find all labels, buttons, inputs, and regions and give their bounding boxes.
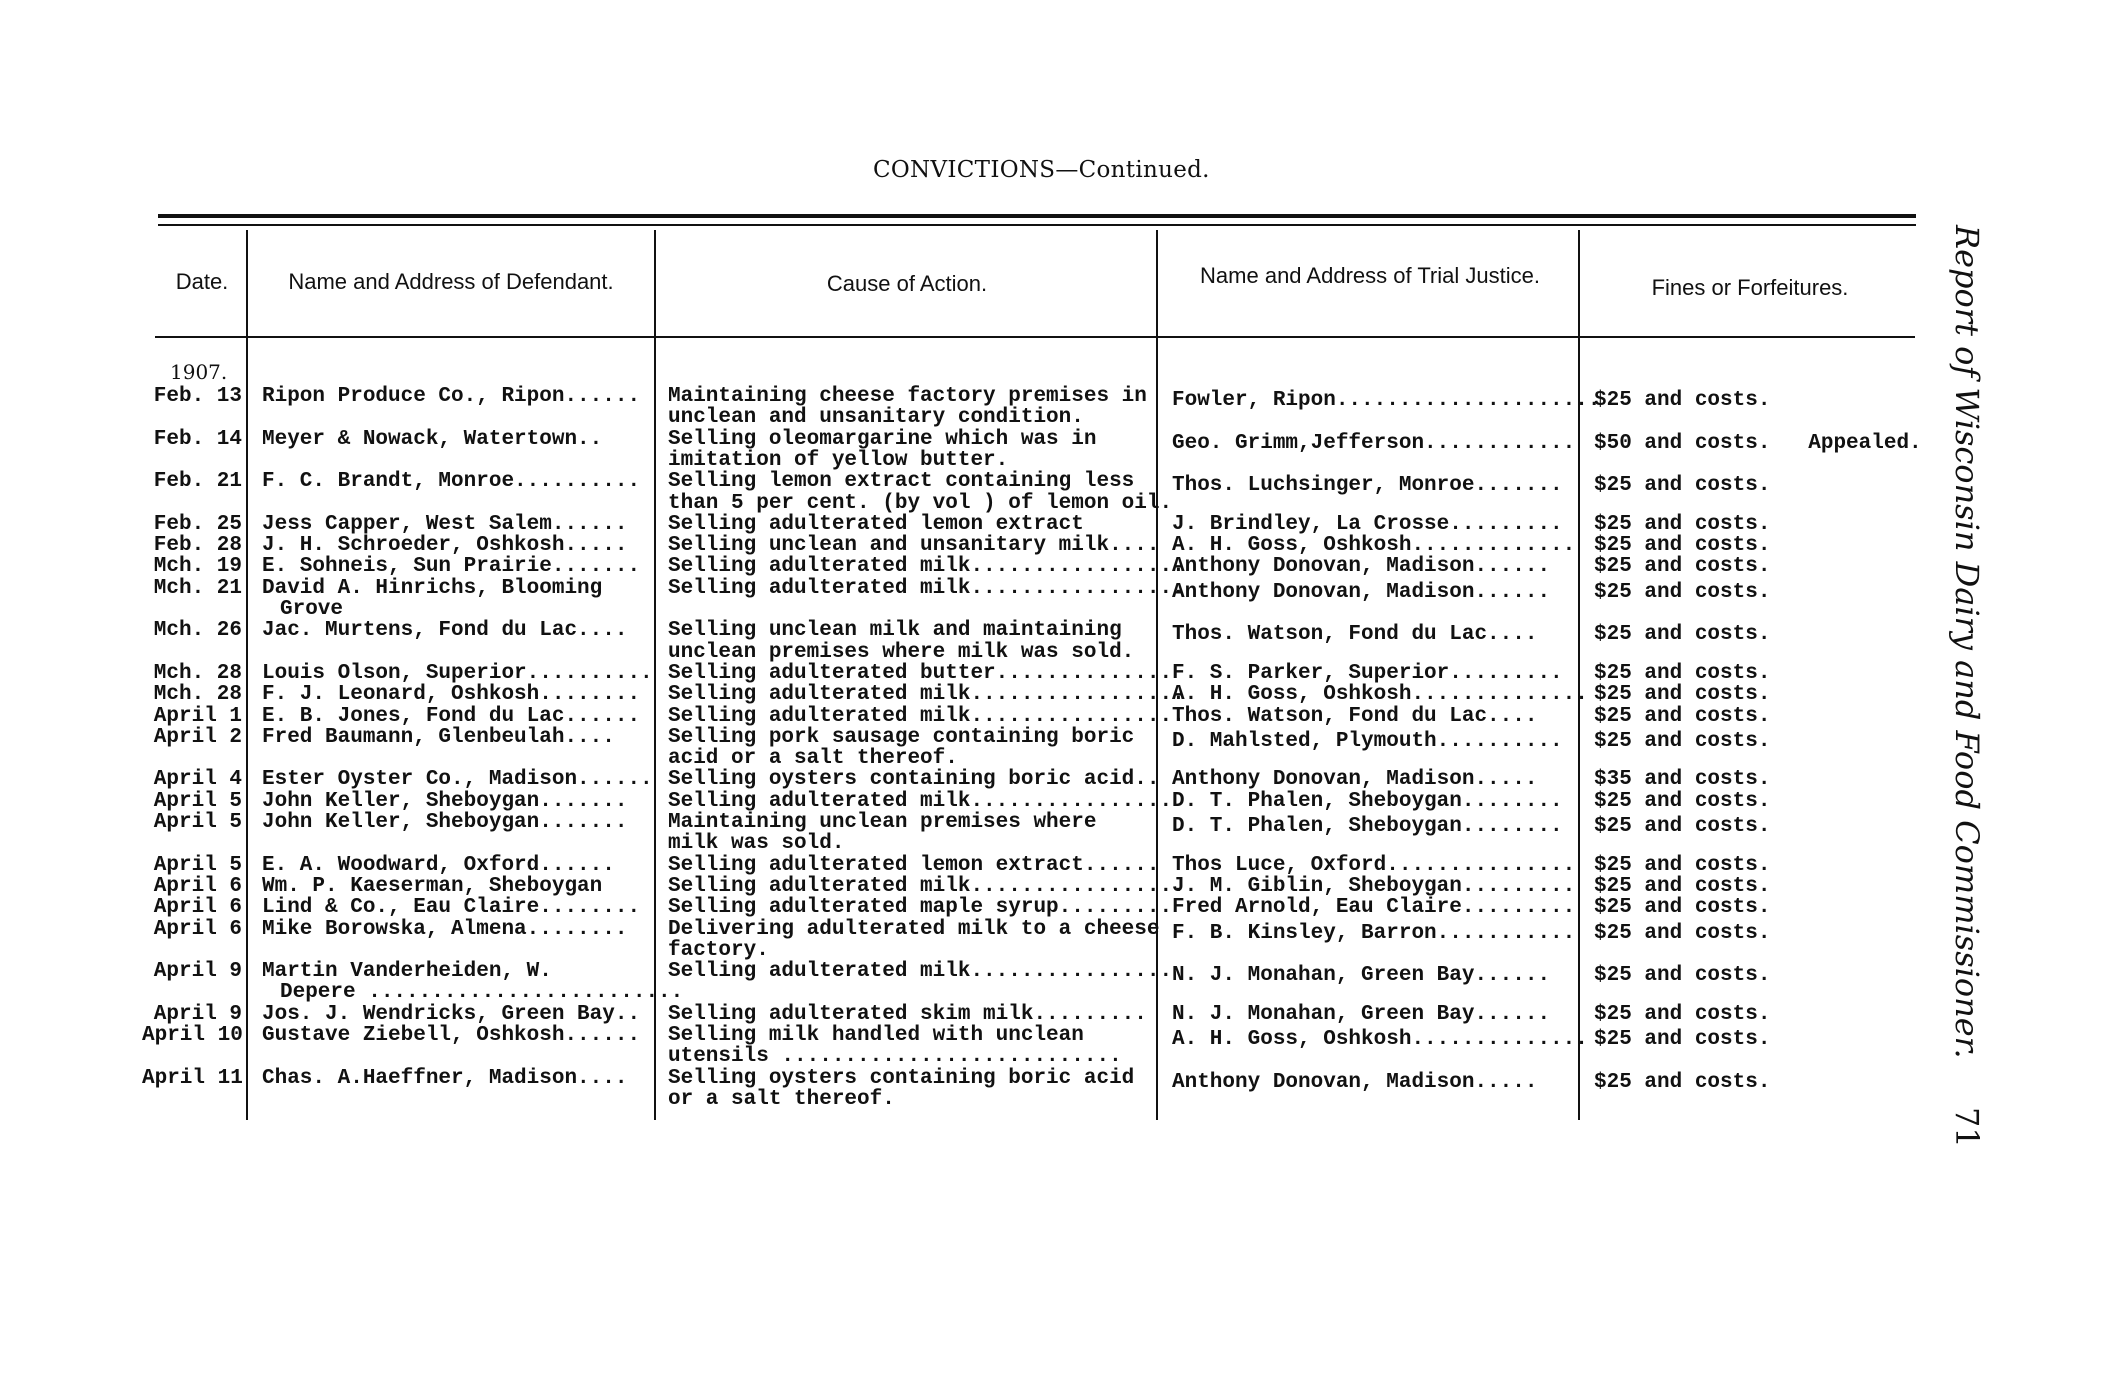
row-date: Mch. 21 — [153, 576, 242, 600]
row-fine: $25 and costs. — [1594, 896, 1771, 920]
row-cause: unclean premises where milk was sold. — [668, 640, 1135, 664]
row-fine: $25 and costs. — [1594, 729, 1771, 753]
row-date: Mch. 28 — [153, 683, 242, 707]
top-rule-thin — [158, 224, 1916, 226]
row-justice: J. M. Giblin, Sheboygan......... — [1172, 874, 1576, 898]
row-date: April 5 — [153, 789, 242, 813]
row-cause: or a salt thereof. — [668, 1087, 895, 1111]
row-justice: A. H. Goss, Oshkosh.............. — [1172, 683, 1588, 707]
row-fine: $25 and costs. — [1594, 534, 1771, 558]
row-justice: Thos. Watson, Fond du Lac.... — [1172, 623, 1538, 647]
row-fine: $25 and costs. — [1594, 1002, 1771, 1026]
row-defendant: Mike Borowska, Almena........ — [262, 917, 628, 941]
row-defendant: Chas. A.Haeffner, Madison.... — [262, 1066, 628, 1090]
row-fine: $25 and costs. — [1594, 683, 1771, 707]
row-cause: unclean and unsanitary condition. — [668, 406, 1084, 430]
row-defendant: Martin Vanderheiden, W. — [262, 960, 552, 984]
row-defendant: Depere ......................... — [280, 981, 684, 1005]
row-justice: Geo. Grimm,Jefferson............ — [1172, 431, 1576, 455]
row-defendant: David A. Hinrichs, Blooming — [262, 576, 603, 600]
row-fine: $25 and costs. — [1594, 789, 1771, 813]
row-cause: Selling lemon extract containing less — [668, 470, 1135, 494]
row-date: Feb. 14 — [153, 427, 242, 451]
row-fine: $25 and costs. — [1594, 512, 1771, 536]
header-cause: Cause of Action. — [826, 271, 988, 296]
row-cause: Selling oysters containing boric acid.. — [668, 768, 1160, 792]
side-title-text: Report of Wisconsin Dairy and Food Commissioner. — [1948, 225, 1986, 1059]
header-defendant: Name and Address of Defendant. — [288, 269, 614, 294]
column-divider — [1578, 230, 1580, 1120]
row-cause: Selling milk handled with unclean — [668, 1024, 1084, 1047]
row-defendant: Jos. J. Wendricks, Green Bay.. — [262, 1002, 641, 1026]
row-cause: Selling adulterated milk................ — [668, 789, 1173, 813]
row-defendant: J. H. Schroeder, Oshkosh..... — [262, 534, 628, 558]
row-defendant: Grove — [280, 598, 344, 621]
row-fine: $25 and costs. — [1594, 921, 1771, 945]
row-date: April 9 — [153, 960, 242, 984]
row-defendant: F. C. Brandt, Monroe.......... — [262, 470, 641, 494]
row-cause: Maintaining cheese factory premises in — [668, 385, 1147, 408]
row-fine: $25 and costs. — [1594, 580, 1771, 604]
row-date: April 11 — [142, 1066, 243, 1090]
row-defendant: Ripon Produce Co., Ripon...... — [262, 385, 641, 408]
row-cause: Selling adulterated milk................. — [668, 576, 1185, 600]
row-fine: $25 and costs. — [1594, 1028, 1771, 1051]
row-cause: Selling oysters containing boric acid — [668, 1066, 1135, 1090]
row-justice: Fred Arnold, Eau Claire......... — [1172, 896, 1576, 920]
row-date: April 6 — [153, 874, 242, 898]
header-fines: Fines or Forfeitures. — [1651, 275, 1849, 300]
row-cause: milk was sold. — [668, 832, 845, 856]
row-justice: D. Mahlsted, Plymouth.......... — [1172, 729, 1563, 753]
row-fine: $25 and costs. — [1594, 815, 1771, 838]
row-defendant: Gustave Ziebell, Oshkosh...... — [262, 1024, 641, 1047]
row-defendant: E. Sohneis, Sun Prairie....... — [262, 555, 641, 579]
row-cause: Selling adulterated maple syrup......... — [668, 896, 1173, 920]
row-cause: acid or a salt thereof. — [668, 747, 958, 771]
page-title: CONVICTIONS—Continued. — [873, 157, 1210, 183]
row-cause: utensils ........................... — [668, 1045, 1122, 1069]
row-fine: $25 and costs. — [1594, 661, 1771, 685]
row-date: Feb. 28 — [153, 534, 242, 558]
row-defendant: F. J. Leonard, Oshkosh........ — [262, 683, 641, 707]
row-cause: than 5 per cent. (by vol ) of lemon oil. — [668, 491, 1173, 515]
row-fine: $25 and costs. — [1594, 389, 1771, 412]
row-date: April 9 — [153, 1002, 242, 1026]
row-cause: Selling oleomargarine which was in — [668, 427, 1097, 451]
row-date: April 6 — [153, 896, 242, 920]
row-fine: $25 and costs. — [1594, 474, 1771, 498]
row-cause: Maintaining unclean premises where — [668, 811, 1097, 834]
row-justice: N. J. Monahan, Green Bay...... — [1172, 1002, 1551, 1026]
row-fine: $35 and costs. — [1594, 768, 1771, 792]
row-justice: N. J. Monahan, Green Bay...... — [1172, 964, 1551, 988]
top-rule-thick — [158, 214, 1916, 218]
row-justice: Anthony Donovan, Madison...... — [1172, 580, 1551, 604]
side-running-title — [1946, 225, 1986, 1148]
row-justice: Thos. Luchsinger, Monroe....... — [1172, 474, 1563, 498]
row-defendant: E. A. Woodward, Oxford...... — [262, 853, 615, 877]
row-justice: A. H. Goss, Oshkosh.............. — [1172, 1028, 1588, 1051]
row-date: April 4 — [153, 768, 242, 792]
row-cause: Delivering adulterated milk to a cheese — [668, 917, 1160, 941]
row-date: April 5 — [153, 853, 242, 877]
column-divider — [246, 230, 248, 1120]
row-justice: F. B. Kinsley, Barron........... — [1172, 921, 1576, 945]
row-cause: factory. — [668, 938, 769, 962]
row-fine: $25 and costs. — [1594, 555, 1771, 579]
row-defendant: E. B. Jones, Fond du Lac...... — [262, 704, 641, 728]
row-justice: F. S. Parker, Superior......... — [1172, 661, 1563, 685]
year-label: 1907. — [170, 360, 228, 384]
row-fine: $25 and costs. — [1594, 1070, 1771, 1094]
row-date: April 5 — [153, 811, 242, 834]
row-justice: Fowler, Ripon..................... — [1172, 389, 1601, 412]
row-justice: A. H. Goss, Oshkosh............. — [1172, 534, 1576, 558]
row-justice: Anthony Donovan, Madison..... — [1172, 1070, 1538, 1094]
row-cause: Selling adulterated milk................. — [668, 704, 1185, 728]
row-cause: Selling pork sausage containing boric — [668, 725, 1135, 749]
row-date: April 1 — [153, 704, 242, 728]
row-defendant: Wm. P. Kaeserman, Sheboygan — [262, 874, 603, 898]
row-defendant: Jac. Murtens, Fond du Lac.... — [262, 619, 628, 643]
row-fine: $25 and costs. — [1594, 964, 1771, 988]
row-defendant: Jess Capper, West Salem...... — [262, 512, 628, 536]
row-cause: Selling adulterated lemon extract...... — [668, 853, 1160, 877]
header-date: Date. — [175, 269, 229, 294]
page-number: 71 — [1948, 1106, 1986, 1148]
row-fine: $25 and costs. — [1594, 623, 1771, 647]
row-defendant: John Keller, Sheboygan....... — [262, 789, 628, 813]
row-date: Feb. 13 — [153, 385, 242, 408]
row-cause: Selling adulterated milk................. — [668, 874, 1185, 898]
row-date: Mch. 19 — [153, 555, 242, 579]
row-cause: Selling unclean and unsanitary milk.... — [668, 534, 1160, 558]
row-defendant: Ester Oyster Co., Madison...... — [262, 768, 653, 792]
row-justice: Thos Luce, Oxford............... — [1172, 853, 1576, 877]
row-defendant: John Keller, Sheboygan....... — [262, 811, 628, 834]
row-defendant: Fred Baumann, Glenbeulah.... — [262, 725, 615, 749]
row-cause: Selling adulterated milk................. — [668, 683, 1185, 707]
row-defendant: Lind & Co., Eau Claire........ — [262, 896, 641, 920]
row-justice: D. T. Phalen, Sheboygan........ — [1172, 789, 1563, 813]
row-cause: imitation of yellow butter. — [668, 448, 1009, 472]
row-fine: $25 and costs. — [1594, 874, 1771, 898]
row-fine: $50 and costs. Appealed. — [1594, 431, 1922, 455]
row-date: Mch. 26 — [153, 619, 242, 643]
row-date: April 10 — [142, 1024, 243, 1047]
header-justice: Name and Address of Trial Justice. — [1200, 263, 1540, 288]
row-cause: Selling adulterated lemon extract — [668, 512, 1084, 536]
row-date: April 6 — [153, 917, 242, 941]
row-cause: Selling adulterated butter.............. — [668, 661, 1173, 685]
row-justice: Anthony Donovan, Madison..... — [1172, 768, 1538, 792]
row-cause: Selling adulterated milk................ — [668, 960, 1173, 984]
row-date: Feb. 21 — [153, 470, 242, 494]
row-date: April 2 — [153, 725, 242, 749]
row-cause: Selling unclean milk and maintaining — [668, 619, 1122, 643]
row-justice: J. Brindley, La Crosse......... — [1172, 512, 1563, 536]
row-justice: Anthony Donovan, Madison...... — [1172, 555, 1551, 579]
row-fine: $25 and costs. — [1594, 704, 1771, 728]
row-defendant: Louis Olson, Superior.......... — [262, 661, 653, 685]
row-date: Mch. 28 — [153, 661, 242, 685]
row-defendant: Meyer & Nowack, Watertown.. — [262, 427, 603, 451]
row-justice: D. T. Phalen, Sheboygan........ — [1172, 815, 1563, 838]
row-cause: Selling adulterated skim milk......... — [668, 1002, 1147, 1026]
row-date: Feb. 25 — [153, 512, 242, 536]
row-cause: Selling adulterated milk................. — [668, 555, 1185, 579]
header-rule — [155, 336, 1915, 338]
row-justice: Thos. Watson, Fond du Lac.... — [1172, 704, 1538, 728]
row-fine: $25 and costs. — [1594, 853, 1771, 877]
